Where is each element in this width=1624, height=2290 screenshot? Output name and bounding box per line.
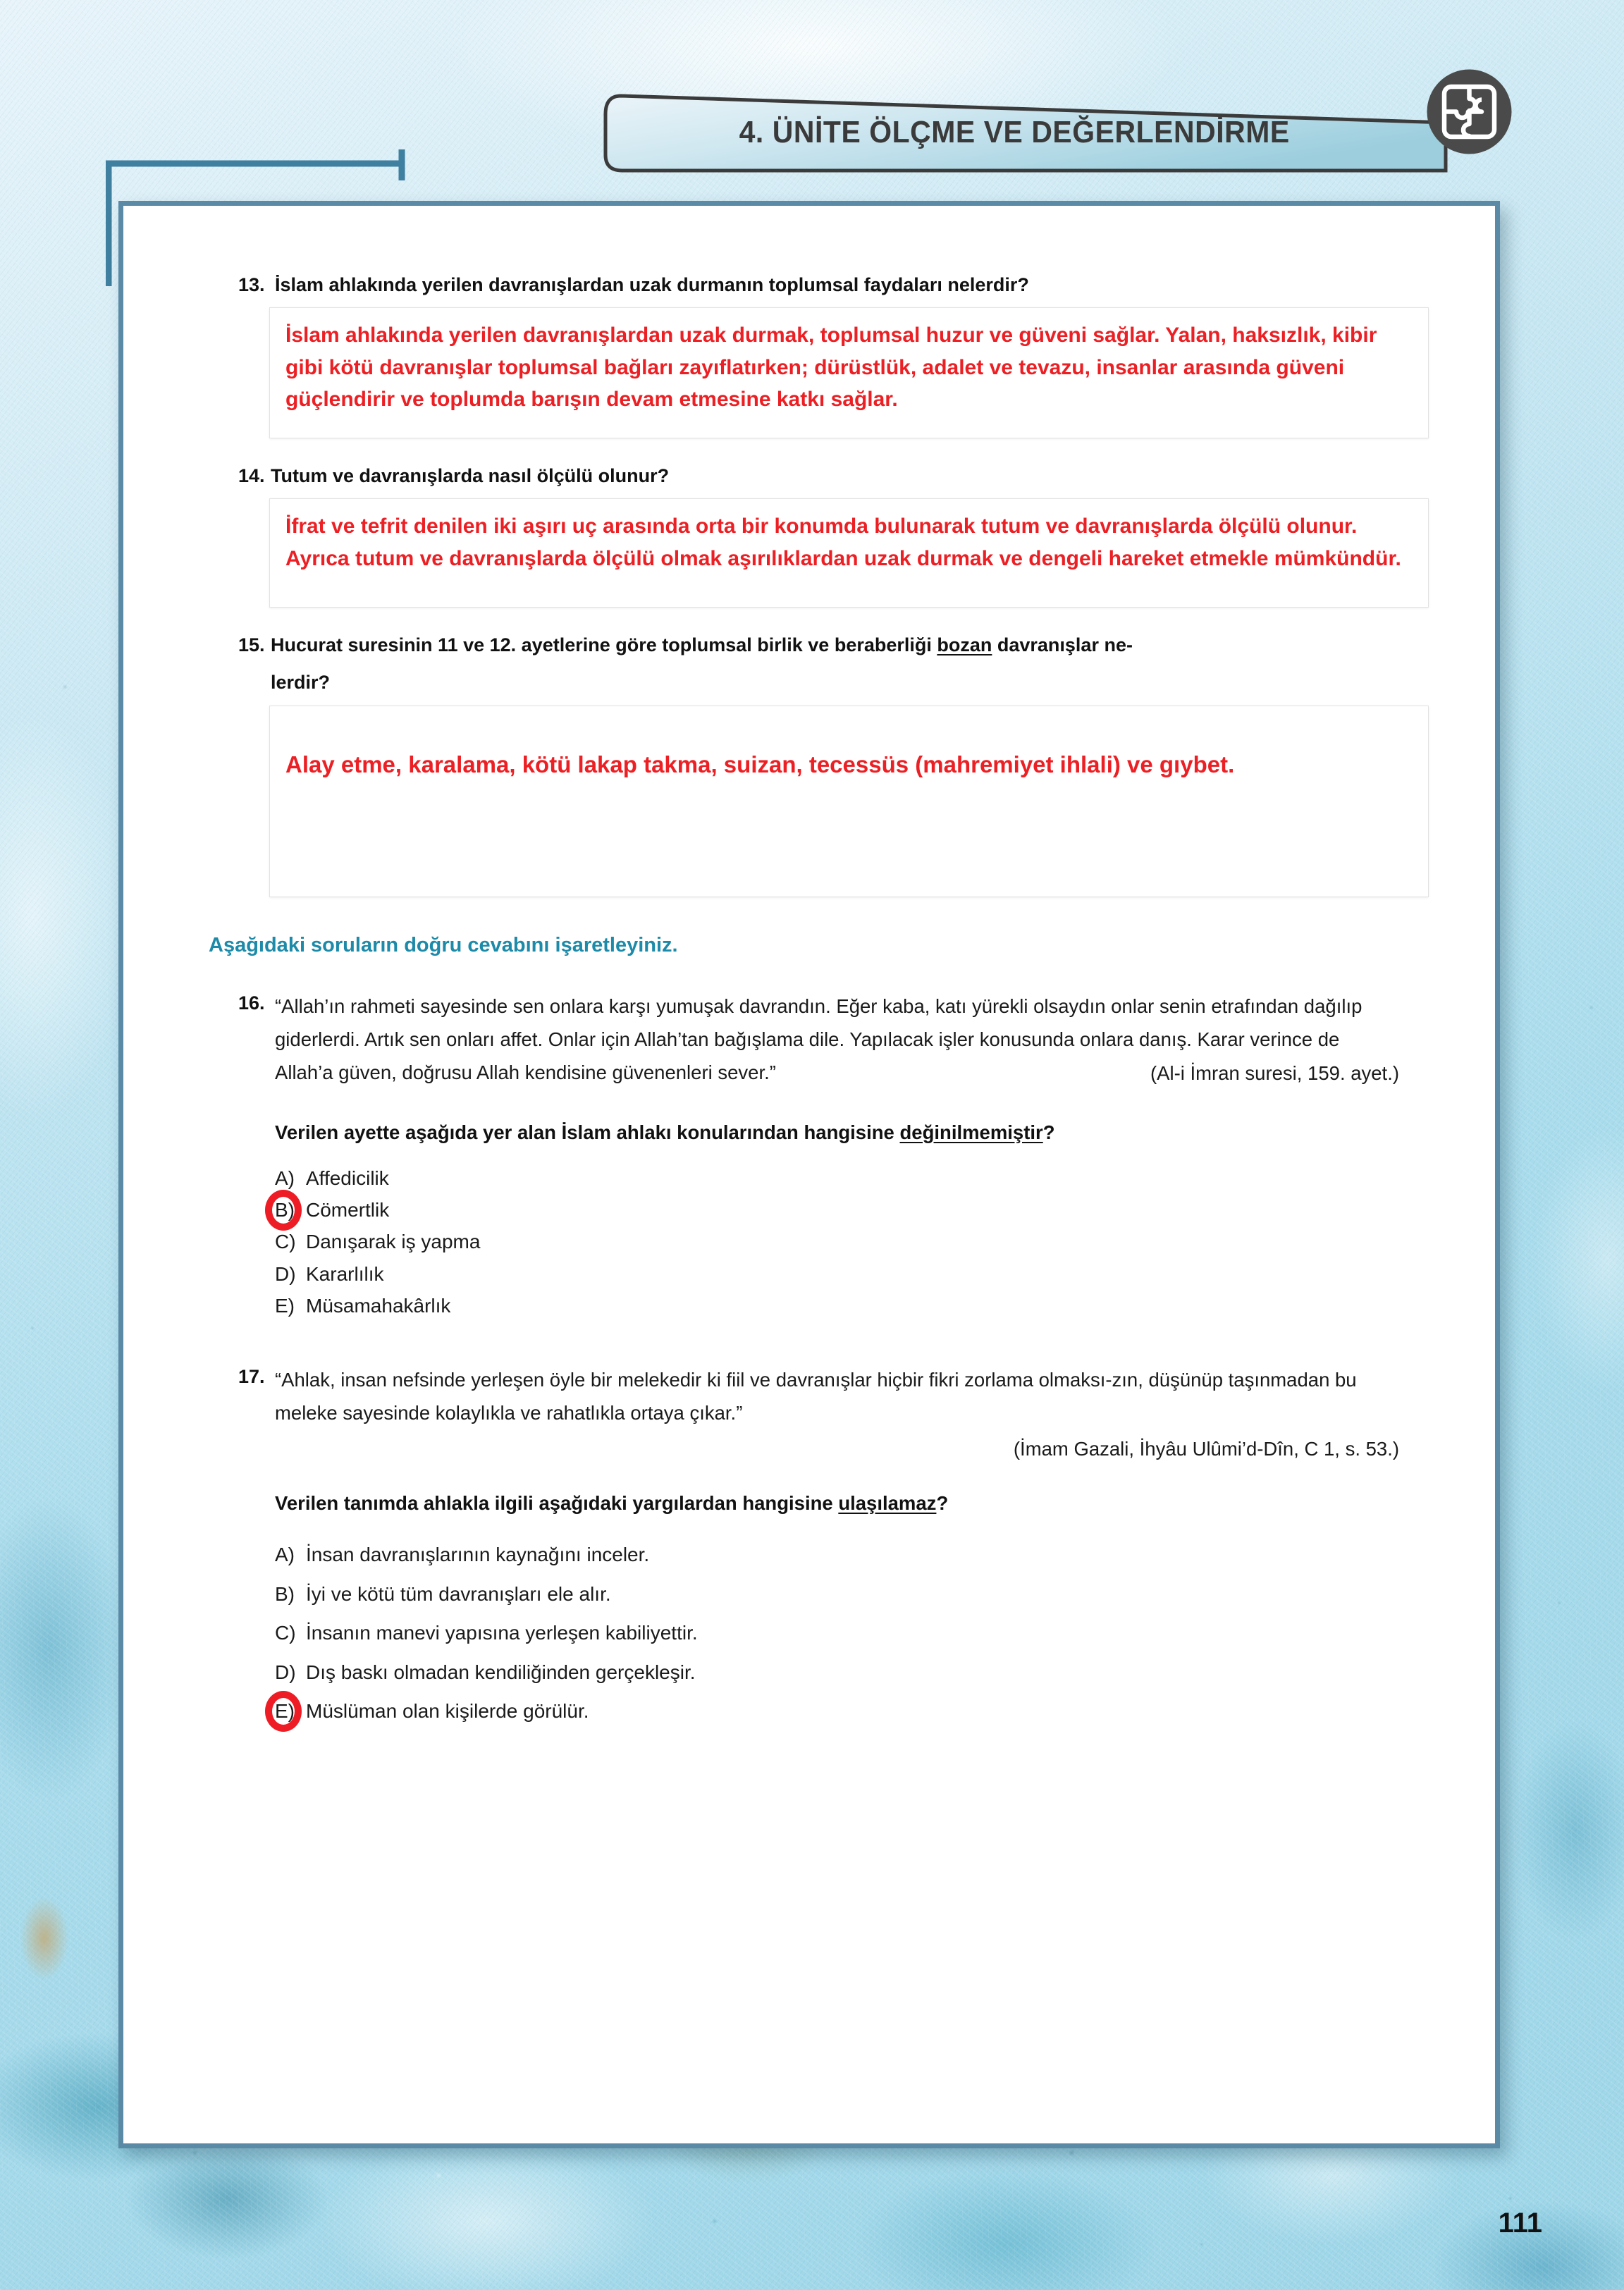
question-passage: “Ahlak, insan nefsinde yerleşen öyle bir melekedir ki fiil ve davranışlar hiçbir fikri zorlama olmaksı-zın, düşünüp taşınmadan bu meleke sayesinde kolaylıkla ve rahatlıkla ortaya çıkar.”: [275, 1368, 1357, 1424]
prompt-emphasis: ulaşılamaz: [838, 1492, 937, 1515]
option-letter: E): [275, 1295, 295, 1317]
background-ochre-fleck: [20, 1896, 69, 1981]
option-label: Müsamahakârlık: [306, 1295, 451, 1317]
option-d[interactable]: [275, 1656, 1399, 1688]
puzzle-icon: [1425, 68, 1513, 156]
option-letter: D): [275, 1262, 296, 1285]
question-text-part1: Hucurat suresinin 11 ve 12. ayetlerine göre toplumsal birlik ve beraberliği: [271, 634, 937, 656]
option-label: İyi ve kötü tüm davranışları ele alır.: [306, 1582, 611, 1605]
option-e[interactable]: [275, 1290, 1399, 1322]
unit-title: 4. ÜNİTE ÖLÇME VE DEĞERLENDİRME: [739, 115, 1290, 149]
question-15: [238, 632, 1432, 696]
question-number: 17.: [238, 1365, 265, 1387]
unit-header-banner: [603, 90, 1448, 175]
option-label: Affedicilik: [306, 1166, 389, 1189]
prompt-part2: ?: [936, 1492, 949, 1515]
option-letter: E): [275, 1699, 295, 1722]
option-b[interactable]: [275, 1578, 1399, 1610]
answer-box-15[interactable]: [269, 706, 1429, 897]
answer-text: İfrat ve tefrit denilen iki aşırı uç arasında orta bir konumda bulunarak tutum ve davranışlarda ölçülü olunur. Ayrıca tutum ve davranışlarda ölçülü olmak aşırılıklardan uzak durmak ve dengeli hareket etmekle mümkündür.: [285, 515, 1401, 570]
option-a[interactable]: [275, 1539, 1399, 1570]
option-c[interactable]: [275, 1226, 1399, 1257]
question-14: [238, 462, 1432, 490]
option-c[interactable]: [275, 1617, 1399, 1649]
option-a[interactable]: [275, 1162, 1399, 1194]
question-number: 16.: [238, 992, 265, 1014]
option-letter: A): [275, 1544, 295, 1566]
answer-box-13[interactable]: [269, 307, 1429, 438]
question-text-emphasis: bozan: [937, 634, 992, 656]
option-label: Danışarak iş yapma: [306, 1231, 481, 1253]
option-letter: A): [275, 1166, 295, 1189]
option-d[interactable]: [275, 1258, 1399, 1290]
prompt-part1: Verilen ayette aşağıda yer alan İslam ahlakı konularından hangisine: [275, 1121, 900, 1143]
prompt-part1: Verilen tanımda ahlakla ilgili aşağıdaki yargılardan hangisine: [275, 1492, 839, 1515]
option-letter: C): [275, 1231, 296, 1253]
question-text: İslam ahlakında yerilen davranışlardan uzak durmanın toplumsal faydaları nelerdir?: [275, 274, 1029, 295]
options-list-16: [275, 1162, 1399, 1322]
option-b[interactable]: [275, 1194, 1399, 1226]
question-text: Tutum ve davranışlarda nasıl ölçülü olunur?: [271, 465, 670, 487]
page-number: 111: [1498, 2208, 1542, 2239]
options-list-17: [275, 1539, 1399, 1727]
question-number: 13.: [238, 274, 265, 295]
option-label: Kararlılık: [306, 1262, 384, 1285]
answer-box-14[interactable]: [269, 498, 1429, 608]
prompt-emphasis: değinilmemiştir: [899, 1121, 1043, 1143]
question-text: [271, 632, 1133, 696]
option-letter: B): [275, 1582, 295, 1605]
section-heading: Aşağıdaki soruların doğru cevabını işaretleyiniz.: [209, 933, 678, 956]
option-letter: C): [275, 1622, 296, 1644]
question-16: [238, 990, 1432, 1322]
option-letter: D): [275, 1661, 296, 1683]
option-label: İnsanın manevi yapısına yerleşen kabiliyettir.: [306, 1622, 698, 1644]
question-number: 14.: [238, 465, 265, 487]
option-letter: B): [275, 1199, 295, 1221]
question-text-line2: lerdir?: [271, 672, 331, 694]
question-passage: “Allah’ın rahmeti sayesinde sen onlara karşı yumuşak davrandın. Eğer kaba, katı yürekli olsaydın onlar senin etrafından dağılıp giderlerdi. Artık sen onları affet. Onlar için Allah’tan bağışlama dile. Yapılacak işler konusunda onlara danış. Karar verince de Allah’a güven, doğrusu Allah kendisine güvenenleri sever.”: [275, 995, 1362, 1084]
option-label: İnsan davranışlarının kaynağını inceler.: [306, 1544, 650, 1566]
option-label: Cömertlik: [306, 1199, 390, 1221]
question-13: [238, 271, 1432, 299]
answer-text: Alay etme, karalama, kötü lakap takma, suizan, tecessüs (mahremiyet ihlali) ve gıybet.: [285, 751, 1235, 777]
option-e[interactable]: [275, 1695, 1399, 1727]
question-number: 15.: [238, 634, 265, 656]
question-prompt: [275, 1492, 1399, 1515]
option-label: Dış baskı olmadan kendiliğinden gerçekleşir.: [306, 1661, 696, 1683]
question-text-part2: davranışlar ne-: [992, 634, 1133, 656]
page-content: [118, 201, 1500, 2148]
question-prompt: [275, 1121, 1399, 1144]
prompt-part2: ?: [1042, 1121, 1055, 1143]
option-label: Müslüman olan kişilerde görülür.: [306, 1699, 589, 1722]
passage-citation: (Al-i İmran suresi, 159. ayet.): [1150, 1062, 1399, 1085]
passage-citation: (İmam Gazali, İhyâu Ulûmi’d-Dîn, C 1, s. 53.): [1013, 1438, 1399, 1460]
question-17: [238, 1363, 1432, 1728]
answer-text: İslam ahlakında yerilen davranışlardan uzak durmak, toplumsal huzur ve güveni sağlar. Yalan, haksızlık, kibir gibi kötü davranışlar toplumsal bağları zayıflatırken; dürüstlük, adalet ve tevazu, insanlar arasında güveni güçlendirir ve toplumda barışın devam etmesine katkı sağlar.: [285, 324, 1377, 412]
